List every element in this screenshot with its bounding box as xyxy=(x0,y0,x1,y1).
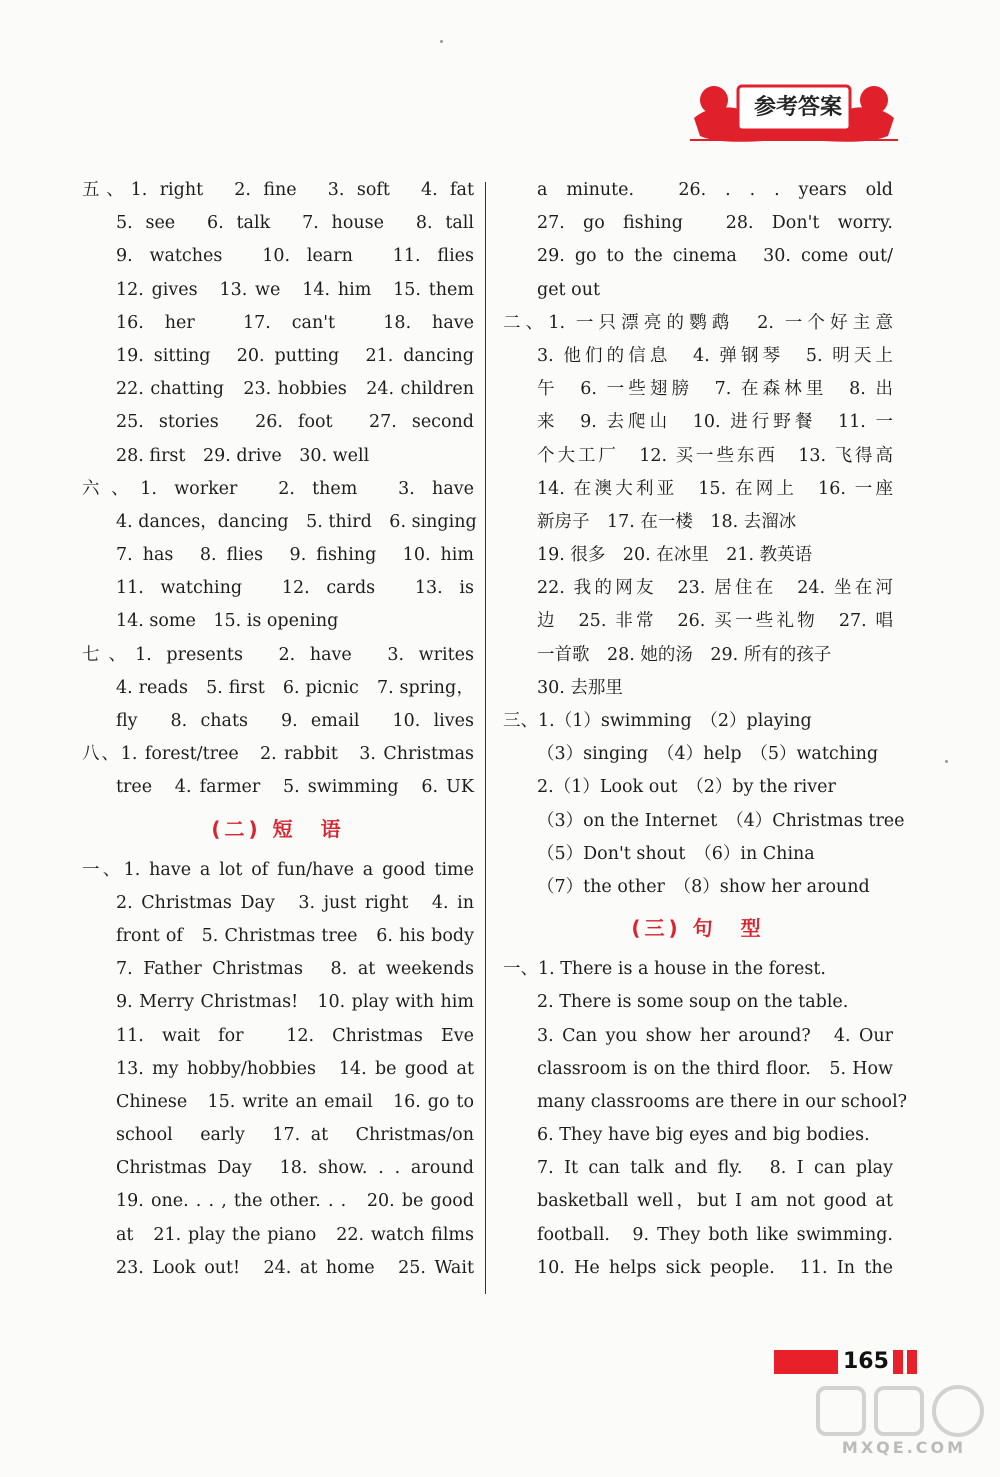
answer-line: 22. 我的网友 23. 居住在 24. 坐在河 xyxy=(537,578,893,599)
answer-line: get out xyxy=(537,279,600,300)
answer-line: many classrooms are there in our school? xyxy=(537,1091,908,1112)
answer-line: 7. It can talk and fly. 8. I can play xyxy=(537,1158,893,1179)
answer-line: 六、1. worker 2. them 3. have xyxy=(82,478,474,499)
answer-line: 7. Father Christmas 8. at weekends xyxy=(116,959,474,980)
answer-line: 25. stories 26. foot 27. second xyxy=(116,412,474,433)
answer-line: 19. sitting 20. putting 21. dancing xyxy=(116,345,474,366)
answer-line: 边 25. 非常 26. 买一些礼物 27. 唱 xyxy=(537,611,893,632)
answer-line: 19. 很多 20. 在冰里 21. 教英语 xyxy=(537,545,813,566)
answer-line: 11. wait for 12. Christmas Eve xyxy=(116,1025,474,1046)
answer-line: 个大工厂 12. 买一些东西 13. 飞得高 xyxy=(537,445,893,466)
answer-line: Christmas Day 18. show. . . around xyxy=(116,1158,474,1179)
section-title-phrases: (二) 短 语 xyxy=(211,816,345,841)
answer-line: 12. gives 13. we 14. him 15. them xyxy=(116,279,474,300)
answer-line: 一首歌 28. 她的汤 29. 所有的孩子 xyxy=(537,644,832,665)
answer-line: basketball well，but I am not good at xyxy=(537,1191,893,1212)
page-number: 165 xyxy=(843,1349,889,1374)
answer-line: 4. dances，dancing 5. third 6. singing xyxy=(116,511,477,532)
speck xyxy=(440,40,443,43)
answer-line: football. 9. They both like swimming. xyxy=(537,1224,893,1245)
answer-line: 11. watching 12. cards 13. is xyxy=(116,578,474,599)
answer-line: 二、1. 一只漂亮的鹦鹉 2. 一个好主意 xyxy=(503,312,893,333)
answer-line: front of 5. Christmas tree 6. his body xyxy=(116,925,474,946)
answer-line: at 21. play the piano 22. watch films xyxy=(116,1224,474,1245)
answer-line: （5）Don't shout （6）in China xyxy=(537,843,815,864)
cartoon-figure-left-icon xyxy=(700,86,728,114)
answer-line: （7）the other （8）show her around xyxy=(537,876,870,897)
speck xyxy=(945,760,948,763)
answer-line: 五、1. right 2. fine 3. soft 4. fat xyxy=(82,180,474,200)
answer-line: 3. Can you show her around? 4. Our xyxy=(537,1025,893,1046)
left-column xyxy=(82,174,477,1285)
answer-line: 30. 去那里 xyxy=(537,677,623,698)
answer-line: 13. my hobby/hobbies 14. be good at xyxy=(116,1058,474,1079)
answer-line: 2. There is some soup on the table. xyxy=(537,992,849,1013)
answer-line: 一、1. There is a house in the forest. xyxy=(503,959,826,980)
watermark-text: MXQE.COM xyxy=(841,1438,967,1457)
answer-line: fly 8. chats 9. email 10. lives xyxy=(116,711,474,731)
answer-line: 10. He helps sick people. 11. In the xyxy=(537,1257,893,1278)
answer-line: （3）on the Internet （4）Christmas tree xyxy=(537,810,905,831)
section-title-sentences: (三) 句 型 xyxy=(631,916,765,941)
answer-line: a minute. 26. . . . years old xyxy=(537,180,893,200)
answer-line: 七、1. presents 2. have 3. writes xyxy=(82,644,474,665)
answer-line: 三、1.（1）swimming （2）playing xyxy=(503,711,812,731)
answer-line: 2. Christmas Day 3. just right 4. in xyxy=(116,892,474,913)
answer-line: 一、1. have a lot of fun/have a good time xyxy=(82,859,474,880)
answer-line: 午 6. 一些翅膀 7. 在森林里 8. 出 xyxy=(537,379,893,400)
cartoon-figure-right-icon xyxy=(860,86,888,114)
answer-line: 3. 他们的信息 4. 弹钢琴 5. 明天上 xyxy=(537,345,893,366)
answer-line: 5. see 6. talk 7. house 8. tall xyxy=(116,213,474,234)
answer-line: Chinese 15. write an email 16. go to xyxy=(116,1091,474,1112)
answer-line: 22. chatting 23. hobbies 24. children xyxy=(116,379,474,400)
answer-line: 23. Look out! 24. at home 25. Wait xyxy=(116,1257,474,1278)
answer-line: 新房子 17. 在一楼 18. 去溜冰 xyxy=(537,511,797,532)
footer-accent-bar xyxy=(774,1350,838,1374)
answer-line: 2.（1）Look out （2）by the river xyxy=(537,777,836,798)
answer-line: tree 4. farmer 5. swimming 6. UK xyxy=(116,777,474,798)
answer-line: 来 9. 去爬山 10. 进行野餐 11. 一 xyxy=(537,412,893,433)
answer-line: 9. watches 10. learn 11. flies xyxy=(116,246,474,267)
answer-line: school early 17. at Christmas/on xyxy=(116,1125,474,1146)
answer-line: 7. has 8. flies 9. fishing 10. him xyxy=(116,545,474,566)
answer-line: 4. reads 5. first 6. picnic 7. spring， xyxy=(116,677,474,698)
answer-line: 29. go to the cinema 30. come out/ xyxy=(537,246,893,267)
answer-line: 八、1. forest/tree 2. rabbit 3. Christmas xyxy=(82,744,474,765)
answer-line: 28. first 29. drive 30. well xyxy=(116,445,370,466)
answer-line: 27. go fishing 28. Don't worry. xyxy=(537,213,893,234)
column-divider xyxy=(485,182,486,1294)
answer-line: 14. some 15. is opening xyxy=(116,611,339,632)
answer-line: 19. one. . . , the other. . . 20. be good xyxy=(116,1191,474,1212)
watermark-logo-icon xyxy=(812,1382,990,1472)
footer-accent-tab xyxy=(893,1350,903,1374)
answer-line: 6. They have big eyes and big bodies. xyxy=(537,1125,870,1146)
answer-line: classroom is on the third floor. 5. How xyxy=(537,1058,893,1079)
answer-line: 16. her 17. can't 18. have xyxy=(116,312,474,333)
right-column xyxy=(503,174,908,1285)
answers-badge-label: 参考答案 xyxy=(753,95,842,120)
answer-line: 9. Merry Christmas! 10. play with him xyxy=(116,992,474,1013)
answer-line: 14. 在澳大利亚 15. 在网上 16. 一座 xyxy=(537,478,893,499)
answer-line: （3）singing （4）help （5）watching xyxy=(537,744,879,765)
footer-accent-tab xyxy=(907,1350,917,1374)
